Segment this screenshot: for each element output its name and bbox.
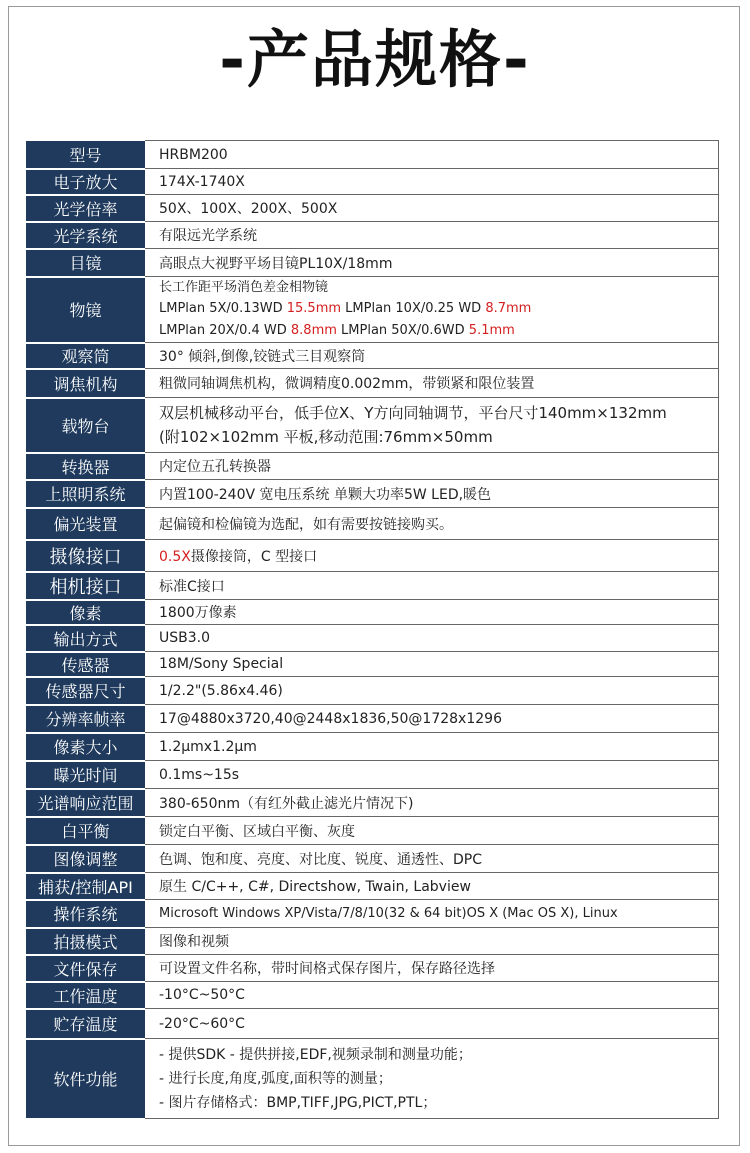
row-label: 工作温度 [26,982,145,1009]
row-label: 相机接口 [26,572,145,600]
table-row [26,141,719,169]
row-value: 粗微同轴调焦机构，微调精度0.002mm，带锁紧和限位装置 [145,369,719,398]
row-label: 目镜 [26,249,145,277]
row-value [145,277,719,343]
row-value: 高眼点大视野平场目镜PL10X/18mm [145,249,719,277]
row-label: 转换器 [26,453,145,480]
row-label: 贮存温度 [26,1009,145,1039]
row-value: 色调、饱和度、亮度、对比度、锐度、通透性、DPC [145,845,719,873]
table-row [26,222,719,249]
table-row [26,1009,719,1039]
row-value [145,398,719,453]
software-line-2: - 进行长度,角度,弧度,面积等的测量； [159,1070,392,1087]
table-row [26,625,719,652]
row-label: 物镜 [26,277,145,343]
software-line-1: - 提供SDK - 提供拼接,EDF,视频录制和测量功能； [159,1046,472,1063]
row-label: 图像调整 [26,845,145,873]
table-row [26,169,719,195]
objective-line-2: LMPlan 5X/0.13WD 15.5mm LMPlan 10X/0.25 WD 8.7mm [159,300,532,316]
row-value: 1.2μmx1.2μm [145,733,719,761]
row-value [145,1039,719,1119]
row-value: 174X-1740X [145,169,719,195]
row-value: 18M/Sony Special [145,652,719,677]
row-label: 光学系统 [26,222,145,249]
row-value: 锁定白平衡、区域白平衡、灰度 [145,817,719,845]
row-label: 操作系统 [26,900,145,928]
table-row [26,817,719,845]
row-label: 观察筒 [26,343,145,369]
table-row [26,705,719,733]
row-value: 起偏镜和检偏镜为选配，如有需要按链接购买。 [145,508,719,540]
row-label: 摄像接口 [26,540,145,572]
table-row [26,955,719,982]
row-label: 调焦机构 [26,369,145,398]
page-title: -产品规格- [219,23,531,96]
table-row [26,928,719,955]
row-label: 型号 [26,141,145,169]
row-label: 像素 [26,600,145,625]
table-row [26,900,719,928]
row-value: 图像和视频 [145,928,719,955]
table-row [26,540,719,572]
table-row [26,195,719,222]
table-row [26,845,719,873]
table-row [26,249,719,277]
row-value: 1/2.2"(5.86x4.46) [145,677,719,705]
row-label: 像素大小 [26,733,145,761]
table-row [26,480,719,508]
row-label: 电子放大 [26,169,145,195]
row-value: 17@4880x3720,40@2448x1836,50@1728x1296 [145,705,719,733]
row-value: Microsoft Windows XP/Vista/7/8/10(32 & 64 bit)OS X (Mac OS X), Linux [145,900,719,928]
row-value: 内置100-240V 宽电压系统 单颗大功率5W LED,暖色 [145,480,719,508]
table-row [26,508,719,540]
row-value: 原生 C/C++, C#, Directshow, Twain, Labview [145,873,719,900]
row-value: 30° 倾斜,倒像,铰链式三目观察筒 [145,343,719,369]
row-value: HRBM200 [145,141,719,169]
table-row [26,1039,719,1119]
row-label: 捕获/控制API [26,873,145,900]
row-value: 0.5X摄像接筒，C 型接口 [145,540,719,572]
row-label: 传感器 [26,652,145,677]
row-value: 标准C接口 [145,572,719,600]
row-value: 50X、100X、200X、500X [145,195,719,222]
row-label: 光学倍率 [26,195,145,222]
row-value: 380-650nm（有红外截止滤光片情况下) [145,789,719,817]
row-label: 白平衡 [26,817,145,845]
software-line-3: - 图片存储格式：BMP,TIFF,JPG,PICT,PTL； [159,1094,437,1111]
table-row [26,277,719,343]
spec-table [26,140,719,1120]
row-value: 可设置文件名称，带时间格式保存图片，保存路径选择 [145,955,719,982]
table-row [26,343,719,369]
table-row [26,733,719,761]
table-row [26,600,719,625]
row-value: -20°C~60°C [145,1009,719,1039]
table-row [26,453,719,480]
table-row [26,761,719,789]
row-value: 内定位五孔转换器 [145,453,719,480]
row-label: 软件功能 [26,1039,145,1119]
row-label: 载物台 [26,398,145,453]
row-label: 偏光装置 [26,508,145,540]
table-row [26,982,719,1009]
row-label: 光谱响应范围 [26,789,145,817]
table-row [26,398,719,453]
table-row [26,677,719,705]
row-value: 0.1ms~15s [145,761,719,789]
row-label: 输出方式 [26,625,145,652]
row-value: 有限远光学系统 [145,222,719,249]
stage-line-1: 双层机械移动平台，低手位X、Y方向同轴调节，平台尺寸140mm×132mm [159,404,667,422]
row-label: 拍摄模式 [26,928,145,955]
row-label: 上照明系统 [26,480,145,508]
table-row [26,873,719,900]
table-row [26,369,719,398]
table-row [26,652,719,677]
row-label: 分辨率帧率 [26,705,145,733]
objective-line-1: 长工作距平场消色差金相物镜 [159,279,329,295]
row-value: -10°C~50°C [145,982,719,1009]
objective-line-3: LMPlan 20X/0.4 WD 8.8mm LMPlan 50X/0.6WD 5.1mm [159,322,515,338]
table-row [26,789,719,817]
row-value: USB3.0 [145,625,719,652]
row-label: 文件保存 [26,955,145,982]
row-label: 曝光时间 [26,761,145,789]
table-row [26,572,719,600]
stage-line-2: (附102×102mm 平板,移动范围:76mm×50mm [159,428,493,446]
row-label: 传感器尺寸 [26,677,145,705]
row-value: 1800万像素 [145,600,719,625]
